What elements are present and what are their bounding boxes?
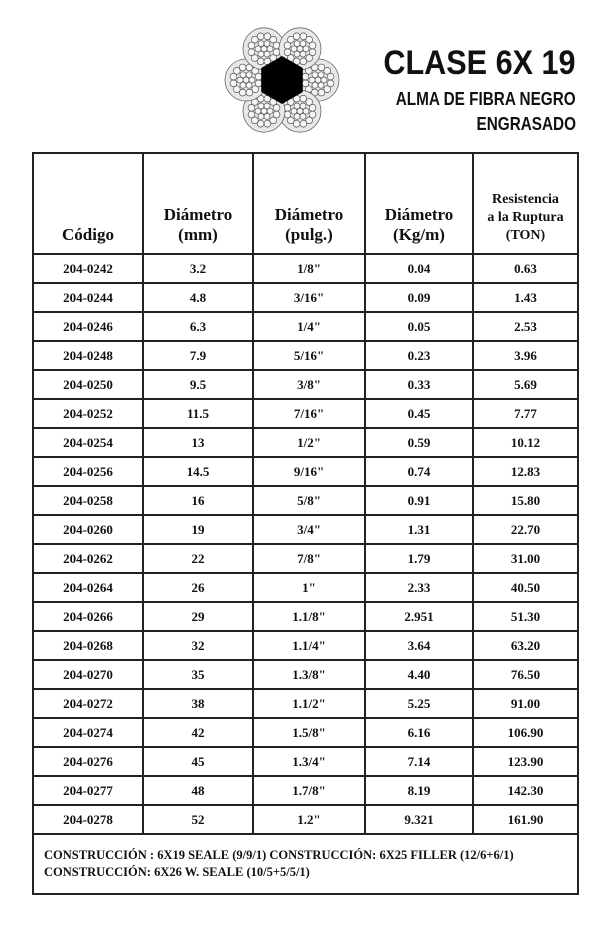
cell-diametro-kgm: 3.64 — [365, 631, 473, 660]
cell-diametro-pulg: 1.7/8" — [253, 776, 365, 805]
cell-diametro-mm: 4.8 — [143, 283, 253, 312]
cell-diametro-pulg: 1.1/8" — [253, 602, 365, 631]
table-row — [33, 399, 578, 428]
header-diametro-mm-line1: Diámetro — [163, 205, 233, 224]
cell-diametro-mm: 38 — [143, 689, 253, 718]
cell-diametro-mm: 11.5 — [143, 399, 253, 428]
cell-diametro-pulg: 1.1/4" — [253, 631, 365, 660]
cell-diametro-pulg: 1.1/2" — [253, 689, 365, 718]
cell-diametro-kgm: 0.59 — [365, 428, 473, 457]
cell-diametro-mm: 13 — [143, 428, 253, 457]
cell-diametro-kgm: 8.19 — [365, 776, 473, 805]
header-resistencia — [473, 153, 578, 254]
header-diametro-kgm — [365, 153, 473, 254]
cell-codigo: 204-0268 — [33, 631, 143, 660]
table-row — [33, 515, 578, 544]
cell-diametro-kgm: 0.04 — [365, 254, 473, 283]
cell-diametro-mm: 16 — [143, 486, 253, 515]
cell-diametro-mm: 14.5 — [143, 457, 253, 486]
cell-diametro-pulg: 1/2" — [253, 428, 365, 457]
cell-codigo: 204-0260 — [33, 515, 143, 544]
cell-resistencia: 3.96 — [473, 341, 578, 370]
cell-diametro-mm: 35 — [143, 660, 253, 689]
header-diametro-kgm-line1: Diámetro — [384, 205, 454, 224]
table-row — [33, 457, 578, 486]
cell-diametro-mm: 52 — [143, 805, 253, 834]
cell-diametro-pulg: 1.3/8" — [253, 660, 365, 689]
cell-diametro-pulg: 9/16" — [253, 457, 365, 486]
cell-diametro-kgm: 0.05 — [365, 312, 473, 341]
cell-diametro-kgm: 0.33 — [365, 370, 473, 399]
cell-codigo: 204-0272 — [33, 689, 143, 718]
table-row — [33, 747, 578, 776]
cell-diametro-mm: 7.9 — [143, 341, 253, 370]
cell-diametro-mm: 48 — [143, 776, 253, 805]
table-row — [33, 689, 578, 718]
cell-codigo: 204-0264 — [33, 573, 143, 602]
cell-resistencia: 91.00 — [473, 689, 578, 718]
cell-diametro-pulg: 1.5/8" — [253, 718, 365, 747]
table-row — [33, 486, 578, 515]
cell-diametro-kgm: 7.14 — [365, 747, 473, 776]
cell-codigo: 204-0276 — [33, 747, 143, 776]
cell-codigo: 204-0244 — [33, 283, 143, 312]
cell-diametro-kgm: 5.25 — [365, 689, 473, 718]
cell-diametro-mm: 26 — [143, 573, 253, 602]
cell-resistencia: 142.30 — [473, 776, 578, 805]
cell-codigo: 204-0252 — [33, 399, 143, 428]
cell-codigo: 204-0242 — [33, 254, 143, 283]
page-title: CLASE 6X 19 — [383, 44, 576, 82]
table-row — [33, 805, 578, 834]
table-row — [33, 254, 578, 283]
cell-diametro-mm: 6.3 — [143, 312, 253, 341]
wire-rope-cross-section-icon — [222, 18, 342, 143]
cell-codigo: 204-0270 — [33, 660, 143, 689]
cell-diametro-kgm: 0.23 — [365, 341, 473, 370]
cell-resistencia: 76.50 — [473, 660, 578, 689]
cell-resistencia: 1.43 — [473, 283, 578, 312]
cell-diametro-kgm: 1.79 — [365, 544, 473, 573]
cell-codigo: 204-0262 — [33, 544, 143, 573]
cell-diametro-kgm: 4.40 — [365, 660, 473, 689]
cell-diametro-kgm: 6.16 — [365, 718, 473, 747]
cell-diametro-kgm: 0.91 — [365, 486, 473, 515]
cell-diametro-pulg: 1.3/4" — [253, 747, 365, 776]
cell-resistencia: 5.69 — [473, 370, 578, 399]
cell-diametro-mm: 45 — [143, 747, 253, 776]
table-header-row — [33, 153, 578, 254]
table-row — [33, 776, 578, 805]
cell-codigo: 204-0246 — [33, 312, 143, 341]
cell-diametro-kgm: 0.09 — [365, 283, 473, 312]
cell-resistencia: 0.63 — [473, 254, 578, 283]
cell-codigo: 204-0277 — [33, 776, 143, 805]
cell-resistencia: 2.53 — [473, 312, 578, 341]
cell-diametro-kgm: 0.45 — [365, 399, 473, 428]
cell-diametro-kgm: 2.33 — [365, 573, 473, 602]
cell-diametro-pulg: 1/4" — [253, 312, 365, 341]
cell-diametro-mm: 3.2 — [143, 254, 253, 283]
table-row — [33, 660, 578, 689]
cell-resistencia: 7.77 — [473, 399, 578, 428]
header-diametro-pulg-line1: Diámetro — [274, 205, 344, 224]
cell-diametro-pulg: 3/16" — [253, 283, 365, 312]
header-diametro-pulg-line2: (pulg.) — [285, 225, 333, 244]
cell-diametro-kgm: 2.951 — [365, 602, 473, 631]
header-resistencia-line3: (TON) — [505, 228, 546, 243]
cell-resistencia: 10.12 — [473, 428, 578, 457]
cell-diametro-pulg: 7/16" — [253, 399, 365, 428]
header-resistencia-line1: Resistencia — [492, 192, 559, 207]
cell-diametro-mm: 32 — [143, 631, 253, 660]
cell-diametro-mm: 22 — [143, 544, 253, 573]
cell-resistencia: 12.83 — [473, 457, 578, 486]
cell-resistencia: 22.70 — [473, 515, 578, 544]
cell-codigo: 204-0254 — [33, 428, 143, 457]
cell-diametro-kgm: 9.321 — [365, 805, 473, 834]
cell-resistencia: 40.50 — [473, 573, 578, 602]
header-codigo-label: Código — [62, 225, 114, 244]
table-row — [33, 631, 578, 660]
construction-note: CONSTRUCCIÓN : 6X19 SEALE (9/9/1) CONSTRUCCIÓN: 6X25 FILLER (12/6+6/1) CONSTRUCCIÓN: 6X26 W. SEALE (10/5+5/5/1) — [33, 834, 578, 894]
cell-diametro-pulg: 3/8" — [253, 370, 365, 399]
cell-diametro-mm: 19 — [143, 515, 253, 544]
cell-codigo: 204-0248 — [33, 341, 143, 370]
table-row — [33, 544, 578, 573]
cell-diametro-kgm: 1.31 — [365, 515, 473, 544]
cell-codigo: 204-0250 — [33, 370, 143, 399]
cell-codigo: 204-0256 — [33, 457, 143, 486]
cell-codigo: 204-0278 — [33, 805, 143, 834]
table-row — [33, 573, 578, 602]
cell-diametro-mm: 9.5 — [143, 370, 253, 399]
cell-diametro-pulg: 3/4" — [253, 515, 365, 544]
cell-diametro-pulg: 5/8" — [253, 486, 365, 515]
page-subtitle-line2: ENGRASADO — [476, 114, 576, 134]
spec-table — [32, 152, 579, 895]
cell-diametro-pulg: 1.2" — [253, 805, 365, 834]
cell-resistencia: 106.90 — [473, 718, 578, 747]
header-codigo — [33, 153, 143, 254]
table-row — [33, 312, 578, 341]
table-row — [33, 283, 578, 312]
cell-codigo: 204-0274 — [33, 718, 143, 747]
table-footer-row — [33, 834, 578, 894]
cell-diametro-kgm: 0.74 — [365, 457, 473, 486]
page-subtitle-line1: ALMA DE FIBRA NEGRO — [396, 89, 576, 109]
cell-codigo: 204-0258 — [33, 486, 143, 515]
header-diametro-pulg — [253, 153, 365, 254]
header-diametro-mm-line2: (mm) — [178, 225, 218, 244]
header-diametro-kgm-line2: (Kg/m) — [393, 225, 445, 244]
cell-diametro-pulg: 5/16" — [253, 341, 365, 370]
cell-resistencia: 15.80 — [473, 486, 578, 515]
table-row — [33, 602, 578, 631]
cell-diametro-pulg: 7/8" — [253, 544, 365, 573]
cell-resistencia: 51.30 — [473, 602, 578, 631]
cell-resistencia: 161.90 — [473, 805, 578, 834]
table-row — [33, 370, 578, 399]
header-resistencia-line2: a la Ruptura — [487, 210, 564, 225]
table-row — [33, 428, 578, 457]
cell-codigo: 204-0266 — [33, 602, 143, 631]
header-diametro-mm — [143, 153, 253, 254]
table-row — [33, 718, 578, 747]
table-row — [33, 341, 578, 370]
cell-diametro-pulg: 1" — [253, 573, 365, 602]
cell-resistencia: 63.20 — [473, 631, 578, 660]
cell-resistencia: 123.90 — [473, 747, 578, 776]
cell-resistencia: 31.00 — [473, 544, 578, 573]
cell-diametro-mm: 29 — [143, 602, 253, 631]
cell-diametro-mm: 42 — [143, 718, 253, 747]
cell-diametro-pulg: 1/8" — [253, 254, 365, 283]
